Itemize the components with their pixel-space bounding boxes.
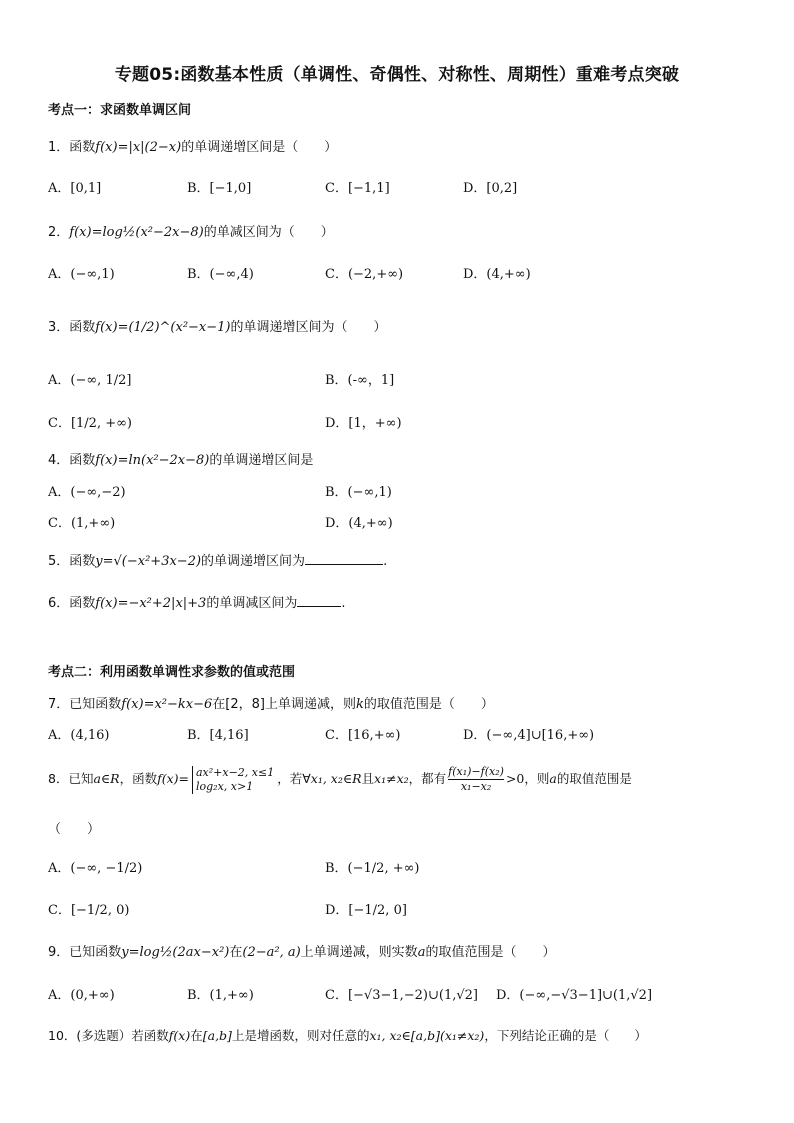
question-8-option-a: A．(−∞, −1/2) — [48, 861, 143, 876]
question-1-option-d: D．[0,2] — [463, 181, 518, 196]
question-8-option-b: B．(−1/2, +∞) — [325, 861, 420, 876]
question-9-option-b: B．(1,+∞) — [187, 988, 254, 1003]
question-7-stem: 7．已知函数f(x)=x²−kx−6在[2，8]上单调递减，则k的取值范围是（ ） — [48, 697, 494, 712]
question-3-option-a: A．(−∞, 1/2] — [48, 373, 132, 388]
question-2-option-c: C．(−2,+∞) — [325, 267, 404, 282]
question-2-option-b: B．(−∞,4) — [187, 267, 254, 282]
question-7-option-c: C．[16,+∞) — [325, 728, 401, 743]
question-4-option-a: A．(−∞,−2) — [48, 485, 126, 500]
question-9-option-a: A．(0,+∞) — [48, 988, 115, 1003]
question-7-option-a: A．(4,16) — [48, 728, 110, 743]
question-8-stem: 8．已知a∈R，函数f(x)= ax²+x−2, x≤1 log₂x, x>1 ，若∀x₁, x₂∈R且x₁≠x₂，都有 $\frac{\text{f(x₁)−f(x₂)}}{\text{x₁−x₂}}$ >0，则a的取值范围是 — [48, 765, 632, 793]
question-6-stem: 6．函数f(x)=−x²+2|x|+3的单调减区间为 . — [48, 596, 346, 611]
section-heading-2: 考点二：利用函数单调性求参数的值或范围 — [48, 665, 296, 680]
question-2-stem: 2．f(x)=log½(x²−2x−8)的单减区间为（ ） — [48, 225, 334, 240]
question-3-option-d: D．[1，+∞) — [325, 416, 402, 431]
difference-quotient: $\frac{\text{f(x₁)−f(x₂)}}{\text{x₁−x₂}}$ — [448, 765, 504, 793]
question-4-stem: 4．函数f(x)=ln(x²−2x−8)的单调递增区间是 — [48, 453, 314, 468]
question-5-expression: y=√(−x²+3x−2) — [95, 554, 202, 569]
answer-blank[interactable] — [305, 552, 383, 565]
question-3-option-c: C．[1/2, +∞) — [48, 416, 132, 431]
question-9-option-d: D．(−∞,−√3−1]∪(1,√2] — [496, 988, 653, 1003]
question-8-option-d: D．[−1/2, 0] — [325, 903, 407, 918]
question-8-option-c: C．[−1/2, 0) — [48, 903, 130, 918]
question-6-expression: f(x)=−x²+2|x|+3 — [95, 596, 207, 611]
question-1-option-b: B．[−1,0] — [187, 181, 252, 196]
answer-blank[interactable] — [297, 594, 341, 607]
question-4-option-b: B．(−∞,1) — [325, 485, 392, 500]
piecewise-function: ax²+x−2, x≤1 log₂x, x>1 — [192, 766, 274, 794]
question-1-stem: 1．函数f(x)=|x|(2−x)的单调递增区间是（ ） — [48, 140, 338, 155]
page-title: 专题05:函数基本性质（单调性、奇偶性、对称性、周期性）重难考点突破 — [114, 65, 680, 85]
question-9-option-c: C．[−√3−1,−2)∪(1,√2] — [325, 988, 478, 1003]
question-2-option-d: D．(4,+∞) — [463, 267, 531, 282]
question-4-option-d: D．(4,+∞) — [325, 516, 393, 531]
question-7-option-d: D．(−∞,4]∪[16,+∞) — [463, 728, 595, 743]
question-4-expression: f(x)=ln(x²−2x−8) — [95, 453, 210, 468]
question-10-stem: 10．(多选题）若函数f(x)在[a,b]上是增函数，则对任意的x₁, x₂∈[a,b](x₁≠x₂)，下列结论正确的是（ ） — [48, 1028, 647, 1043]
question-3-stem: 3．函数f(x)=(1/2)^(x²−x−1)的单调递增区间为（ ） — [48, 320, 387, 335]
question-1-expression: f(x)=|x|(2−x) — [95, 140, 182, 155]
question-2-option-a: A．(−∞,1) — [48, 267, 115, 282]
question-1-option-a: A．[0,1] — [48, 181, 102, 196]
question-9-stem: 9．已知函数y=log½(2ax−x²)在(2−a², a)上单调递减，则实数a的取值范围是（ ） — [48, 945, 556, 960]
question-4-option-c: C．(1,+∞) — [48, 516, 116, 531]
section-heading-1: 考点一：求函数单调区间 — [48, 103, 192, 118]
question-7-option-b: B．[4,16] — [187, 728, 249, 743]
question-3-option-b: B．(-∞，1] — [325, 373, 395, 388]
question-7-expression: f(x)=x²−kx−6 — [121, 697, 213, 712]
question-8-paren: （ ） — [48, 822, 101, 837]
question-1-option-c: C．[−1,1] — [325, 181, 390, 196]
question-3-expression: f(x)=(1/2)^(x²−x−1) — [95, 320, 231, 335]
question-2-expression: f(x)=log½(x²−2x−8) — [69, 225, 204, 240]
question-5-stem: 5．函数y=√(−x²+3x−2)的单调递增区间为 . — [48, 554, 388, 569]
question-9-expression: y=log½(2ax−x²) — [121, 945, 230, 960]
